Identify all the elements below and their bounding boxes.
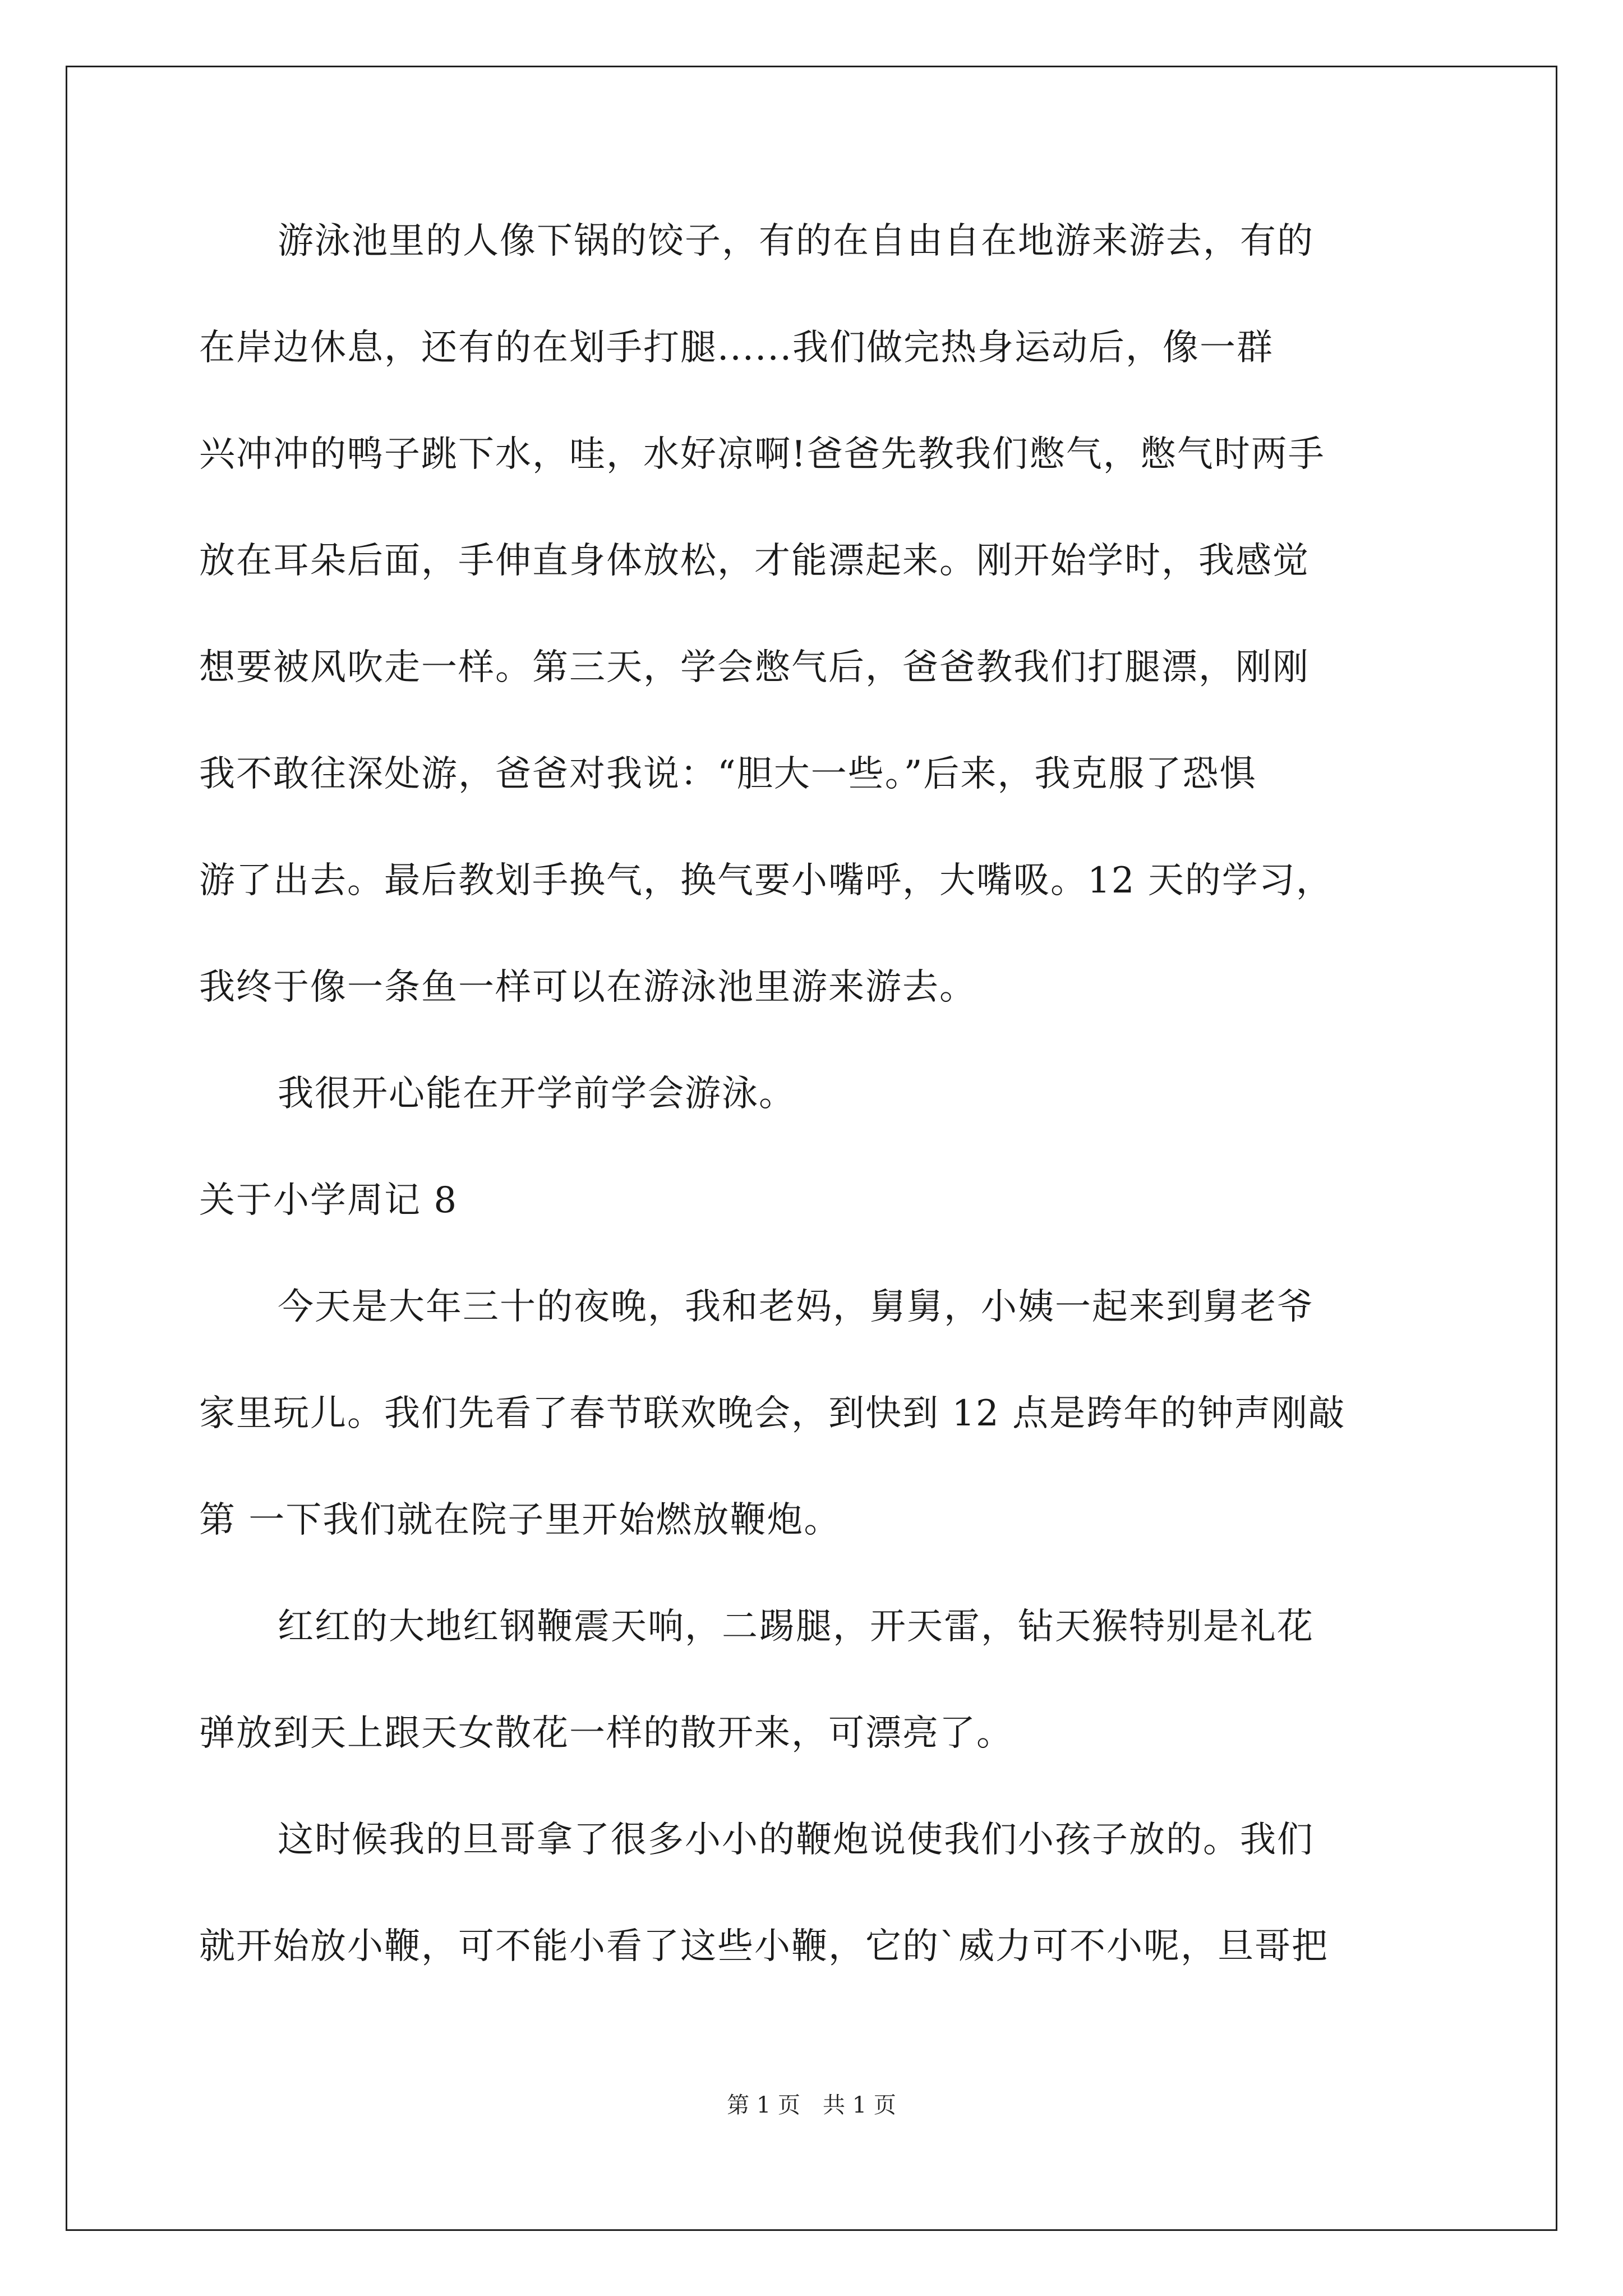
text-line: 兴冲冲的鸭子跳下水，哇，水好凉啊!爸爸先教我们憋气，憋气时两手 <box>199 434 1325 475</box>
text-line: 就开始放小鞭，可不能小看了这些小鞭，它的`威力可不小呢，旦哥把 <box>199 1926 1329 1967</box>
text-line: 游泳池里的人像下锅的饺子，有的在自由自在地游来游去，有的 <box>278 220 1314 262</box>
text-line: 我不敢往深处游，爸爸对我说：“胆大一些。”后来，我克服了恐惧 <box>199 753 1257 795</box>
text-line: 我很开心能在开学前学会游泳。 <box>278 1073 796 1115</box>
text-line: 家里玩儿。我们先看了春节联欢晚会，到快到 12 点是跨年的钟声刚敲 <box>199 1393 1346 1434</box>
text-line: 我终于像一条鱼一样可以在游泳池里游来游去。 <box>199 967 976 1008</box>
text-line: 游了出去。最后教划手换气，换气要小嘴呼，大嘴吸。12 天的学习， <box>199 860 1333 901</box>
text-line: 放在耳朵后面，手伸直身体放松，才能漂起来。刚开始学时，我感觉 <box>199 540 1310 582</box>
text-line: 在岸边休息，还有的在划手打腿......我们做完热身运动后，像一群 <box>199 327 1274 369</box>
text-line: 想要被风吹走一样。第三天，学会憋气后，爸爸教我们打腿漂，刚刚 <box>199 647 1310 688</box>
document-body <box>199 213 1455 2025</box>
page-footer: 第 1 页 共 1 页 <box>727 2092 896 2118</box>
text-line: 红红的大地红钢鞭震天响，二踢腿，开天雷，钻天猴特别是礼花 <box>278 1606 1314 1648</box>
section-heading: 关于小学周记 8 <box>199 1180 458 1221</box>
text-line: 今天是大年三十的夜晚，我和老妈，舅舅，小姨一起来到舅老爷 <box>278 1286 1314 1328</box>
text-line: 第 一下我们就在院子里开始燃放鞭炮。 <box>199 1499 841 1541</box>
text-line: 这时候我的旦哥拿了很多小小的鞭炮说使我们小孩子放的。我们 <box>278 1819 1314 1861</box>
text-line: 弹放到天上跟天女散花一样的散开来，可漂亮了。 <box>199 1713 1013 1754</box>
